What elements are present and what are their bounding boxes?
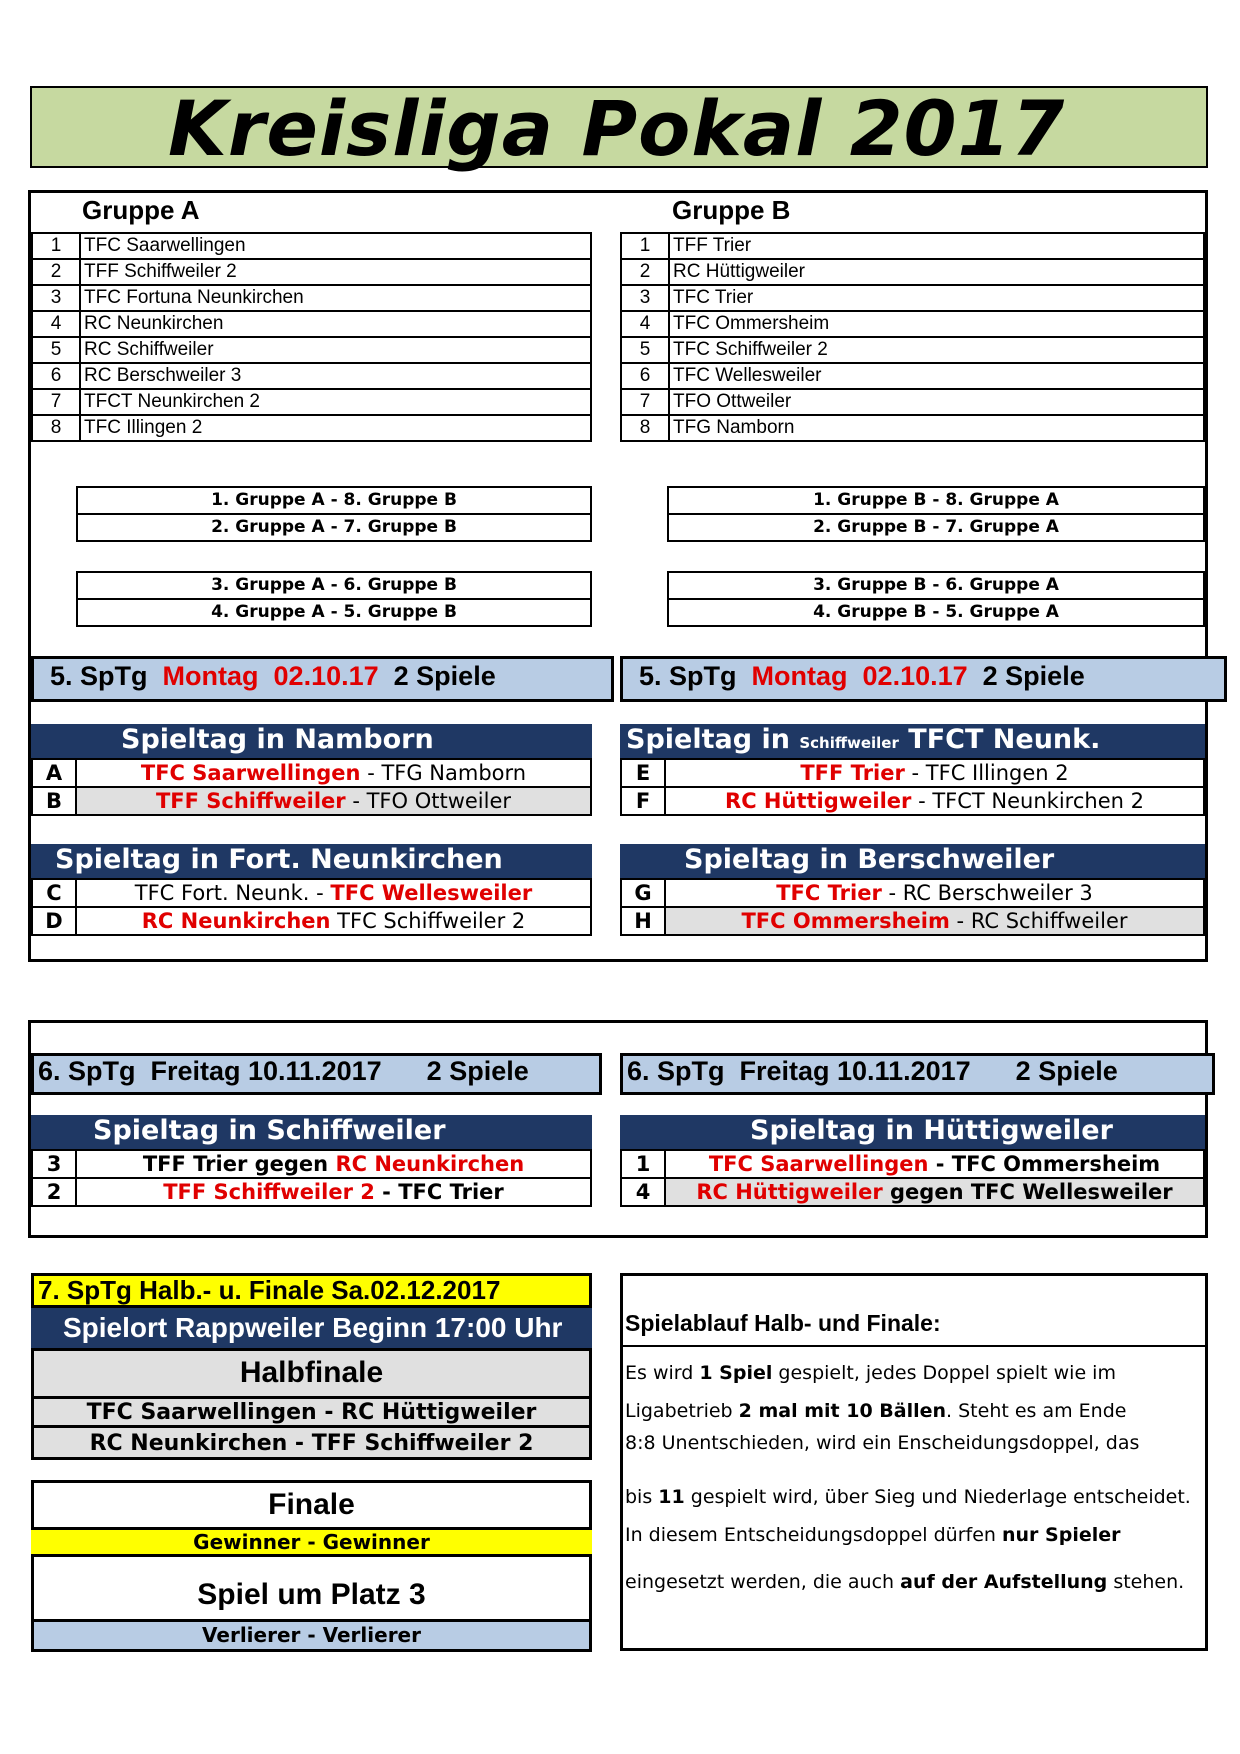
spieltag7-header bbox=[31, 1273, 592, 1308]
group-a-table bbox=[31, 232, 592, 442]
match bbox=[76, 1150, 591, 1178]
spieltag-date: 02.10.17 bbox=[862, 661, 968, 691]
team-name: RC Hüttigweiler bbox=[669, 259, 1204, 285]
match-table-huettigweiler bbox=[620, 1149, 1205, 1207]
team-row bbox=[32, 311, 591, 337]
rules-text: bis bbox=[625, 1486, 659, 1508]
match-letter: E bbox=[621, 759, 665, 787]
match-table-schiffweiler bbox=[31, 1149, 592, 1207]
match-number: 2 bbox=[32, 1178, 76, 1206]
pairing: 3. Gruppe B - 6. Gruppe A bbox=[668, 572, 1204, 599]
rules-line: 8:8 Unentschieden, wird ein Enscheidungsdoppel, das bbox=[625, 1432, 1140, 1454]
group-b-table bbox=[620, 232, 1205, 442]
title-banner bbox=[30, 84, 1208, 173]
group-b-heading: Gruppe B bbox=[672, 195, 791, 225]
match-sep: - bbox=[904, 761, 926, 785]
rules-line bbox=[625, 1524, 1121, 1546]
match bbox=[665, 1150, 1204, 1178]
pairing: 1. Gruppe A - 8. Gruppe B bbox=[77, 487, 591, 514]
venue-heading-text: Spieltag in Schiffweiler bbox=[93, 1115, 446, 1146]
spieltag-date: 02.10.17 bbox=[273, 661, 379, 691]
spieltag6-bar-right: 6. SpTg Freitag 10.11.2017 2 Spiele bbox=[620, 1053, 1215, 1095]
match-home: TFF Trier bbox=[800, 761, 905, 785]
pairings-a-2 bbox=[76, 571, 592, 627]
rules-heading: Spielablauf Halb- und Finale: bbox=[625, 1310, 941, 1336]
match-letter: H bbox=[621, 907, 665, 935]
match bbox=[76, 759, 591, 787]
team-name: TFO Ottweiler bbox=[669, 389, 1204, 415]
venue-text: Spielort Rappweiler Beginn 17:00 Uhr bbox=[63, 1312, 563, 1343]
pairings-b-1 bbox=[667, 486, 1205, 542]
match-table-berschweiler bbox=[620, 878, 1205, 936]
team-row bbox=[621, 337, 1204, 363]
rules-emph: auf der Aufstellung bbox=[900, 1571, 1108, 1593]
rules-text: Es wird bbox=[625, 1362, 700, 1384]
team-name: TFC Wellesweiler bbox=[669, 363, 1204, 389]
team-rank: 8 bbox=[32, 415, 80, 441]
match bbox=[665, 1178, 1204, 1206]
spieltag6-bar-left: 6. SpTg Freitag 10.11.2017 2 Spiele bbox=[31, 1053, 602, 1095]
team-rank: 2 bbox=[621, 259, 669, 285]
team-rank: 4 bbox=[621, 311, 669, 337]
match-away: TFG Namborn bbox=[381, 761, 527, 785]
team-row bbox=[32, 389, 591, 415]
spieltag-games: 2 Spiele bbox=[982, 661, 1085, 691]
final-pair: Gewinner - Gewinner bbox=[31, 1527, 592, 1557]
team-row bbox=[32, 363, 591, 389]
team-row bbox=[621, 363, 1204, 389]
group-a-heading: Gruppe A bbox=[82, 195, 200, 225]
venue-heading-huettigweiler bbox=[620, 1115, 1205, 1149]
team-row bbox=[621, 311, 1204, 337]
match-letter: A bbox=[32, 759, 76, 787]
team-name: TFF Schiffweiler 2 bbox=[80, 259, 591, 285]
match-table-namborn bbox=[31, 758, 592, 816]
spieltag-day: Montag bbox=[751, 661, 848, 691]
team-rank: 8 bbox=[621, 415, 669, 441]
match-letter: D bbox=[32, 907, 76, 935]
team-rank: 5 bbox=[32, 337, 80, 363]
team-name: TFCT Neunkirchen 2 bbox=[80, 389, 591, 415]
match-home: RC Hüttigweiler bbox=[725, 789, 912, 813]
venue-heading-text: Spieltag in Berschweiler bbox=[684, 844, 1055, 875]
team-row bbox=[32, 233, 591, 259]
venue-heading-text: Spieltag in bbox=[626, 724, 800, 755]
venue-heading-text: Spieltag in Namborn bbox=[121, 724, 434, 755]
team-rank: 4 bbox=[32, 311, 80, 337]
venue-heading-text: Spieltag in Fort. Neunkirchen bbox=[55, 844, 503, 875]
match-part: - TFC Trier bbox=[374, 1180, 504, 1204]
rules-emph: 2 mal mit 10 Bällen bbox=[738, 1400, 947, 1422]
third-place-pair: Verlierer - Verlierer bbox=[31, 1619, 592, 1652]
rules-emph: nur Spieler bbox=[1002, 1524, 1121, 1546]
match-home: TFC Ommersheim bbox=[741, 909, 950, 933]
team-name: TFC Trier bbox=[669, 285, 1204, 311]
match bbox=[76, 879, 591, 907]
team-rank: 3 bbox=[32, 285, 80, 311]
team-name: TFG Namborn bbox=[669, 415, 1204, 441]
match-part: - TFC Ommersheim bbox=[928, 1152, 1161, 1176]
match-sep: - bbox=[360, 761, 382, 785]
rules-text: stehen. bbox=[1107, 1571, 1185, 1593]
rules-text: gespielt, jedes Doppel spielt wie im bbox=[772, 1362, 1116, 1384]
match-away: TFC Illingen 2 bbox=[925, 761, 1069, 785]
rules-text: . Steht es am Ende bbox=[946, 1400, 1127, 1422]
match-letter: G bbox=[621, 879, 665, 907]
match-home: TFC Trier bbox=[776, 881, 882, 905]
team-rank: 7 bbox=[32, 389, 80, 415]
spieltag7-header-text: 7. SpTg Halb.- u. Finale Sa.02.12.2017 bbox=[38, 1275, 501, 1305]
team-rank: 1 bbox=[621, 233, 669, 259]
team-row bbox=[621, 389, 1204, 415]
match bbox=[76, 907, 591, 935]
venue-heading-namborn bbox=[31, 724, 592, 758]
match-away: RC Berschweiler 3 bbox=[902, 881, 1093, 905]
rules-divider bbox=[620, 1345, 1208, 1347]
match-winner: TFC Wellesweiler bbox=[330, 881, 533, 905]
rules-line bbox=[625, 1362, 1116, 1384]
pairing: 4. Gruppe B - 5. Gruppe A bbox=[668, 599, 1204, 626]
pairing: 3. Gruppe A - 6. Gruppe B bbox=[77, 572, 591, 599]
venue-heading-tfct bbox=[620, 724, 1205, 758]
team-row bbox=[32, 259, 591, 285]
match-sep: - bbox=[881, 881, 903, 905]
spieltag-day: Montag bbox=[162, 661, 259, 691]
team-rank: 3 bbox=[621, 285, 669, 311]
team-name: TFC Ommersheim bbox=[669, 311, 1204, 337]
team-row bbox=[621, 233, 1204, 259]
final-heading: Finale bbox=[268, 1488, 355, 1521]
team-name: TFC Schiffweiler 2 bbox=[669, 337, 1204, 363]
rules-text: eingesetzt werden, die auch bbox=[625, 1571, 901, 1593]
team-row bbox=[621, 285, 1204, 311]
match-table-fortuna bbox=[31, 878, 592, 936]
match-letter: C bbox=[32, 879, 76, 907]
match-table-tfct bbox=[620, 758, 1205, 816]
match-letter: B bbox=[32, 787, 76, 815]
team-rank: 7 bbox=[621, 389, 669, 415]
spieltag-label: 5. SpTg bbox=[639, 661, 737, 691]
team-rank: 6 bbox=[32, 363, 80, 389]
match-number: 4 bbox=[621, 1178, 665, 1206]
rules-line bbox=[625, 1400, 1126, 1422]
team-rank: 6 bbox=[621, 363, 669, 389]
pairings-a-1 bbox=[76, 486, 592, 542]
page-title: Kreisliga Pokal 2017 bbox=[168, 84, 1066, 173]
rules-text: gespielt wird, über Sieg und Niederlage entscheidet. bbox=[684, 1486, 1191, 1508]
team-name: RC Berschweiler 3 bbox=[80, 363, 591, 389]
match-home: TFF Schiffweiler bbox=[155, 789, 346, 813]
pairings-b-2 bbox=[667, 571, 1205, 627]
team-rank: 2 bbox=[32, 259, 80, 285]
match bbox=[76, 1178, 591, 1206]
match bbox=[665, 879, 1204, 907]
venue-heading-schiffweiler bbox=[31, 1115, 592, 1149]
spieltag5-bar-left bbox=[31, 656, 614, 702]
spieltag5-bar-right bbox=[620, 656, 1227, 702]
rules-line bbox=[625, 1571, 1184, 1593]
pairing: 1. Gruppe B - 8. Gruppe A bbox=[668, 487, 1204, 514]
team-row bbox=[621, 415, 1204, 441]
match-away: TFO Ottweiler bbox=[366, 789, 512, 813]
venue-heading-small: Schiffweiler bbox=[799, 734, 899, 752]
pairing: 2. Gruppe B - 7. Gruppe A bbox=[668, 514, 1204, 541]
match-away: RC Schiffweiler bbox=[970, 909, 1128, 933]
pairing: 4. Gruppe A - 5. Gruppe B bbox=[77, 599, 591, 626]
team-name: RC Schiffweiler bbox=[80, 337, 591, 363]
semifinal-heading: Halbfinale bbox=[239, 1356, 384, 1389]
team-name: TFC Illingen 2 bbox=[80, 415, 591, 441]
match-sep: - bbox=[949, 909, 971, 933]
match-highlight: TFF Schiffweiler 2 bbox=[163, 1180, 375, 1204]
team-row bbox=[32, 285, 591, 311]
match-highlight: RC Hüttigweiler bbox=[696, 1180, 883, 1204]
match-number: 1 bbox=[621, 1150, 665, 1178]
venue-banner bbox=[31, 1308, 592, 1348]
team-rank: 1 bbox=[32, 233, 80, 259]
venue-heading-text: Spieltag in Hüttigweiler bbox=[750, 1115, 1113, 1146]
match-home: TFC Fort. Neunk. - bbox=[134, 881, 331, 905]
match-part: gegen TFC Wellesweiler bbox=[882, 1180, 1173, 1204]
rules-text: In diesem Entscheidungsdoppel dürfen bbox=[625, 1524, 1002, 1546]
spieltag-label: 5. SpTg bbox=[50, 661, 148, 691]
venue-heading-text: TFCT Neunk. bbox=[898, 724, 1101, 755]
match-letter: F bbox=[621, 787, 665, 815]
venue-heading-fortuna bbox=[31, 844, 592, 878]
match-home: TFC Saarwellingen bbox=[140, 761, 361, 785]
semifinal-match-1: TFC Saarwellingen - RC Hüttigweiler bbox=[31, 1396, 592, 1428]
match-number: 3 bbox=[32, 1150, 76, 1178]
team-row bbox=[621, 259, 1204, 285]
match bbox=[665, 787, 1204, 815]
match-winner: RC Neunkirchen bbox=[141, 909, 331, 933]
match-away: TFCT Neunkirchen 2 bbox=[932, 789, 1144, 813]
match bbox=[76, 787, 591, 815]
match-highlight: TFC Saarwellingen bbox=[708, 1152, 929, 1176]
team-name: RC Neunkirchen bbox=[80, 311, 591, 337]
match-away: TFC Schiffweiler 2 bbox=[330, 909, 526, 933]
rules-emph: 11 bbox=[658, 1486, 685, 1508]
rules-emph: 1 Spiel bbox=[699, 1362, 773, 1384]
semifinal-match-2: RC Neunkirchen - TFF Schiffweiler 2 bbox=[89, 1431, 534, 1456]
match bbox=[665, 907, 1204, 935]
spieltag-games: 2 Spiele bbox=[393, 661, 496, 691]
team-name: TFC Fortuna Neunkirchen bbox=[80, 285, 591, 311]
team-name: TFC Saarwellingen bbox=[80, 233, 591, 259]
team-rank: 5 bbox=[621, 337, 669, 363]
rules-text: Ligabetrieb bbox=[625, 1400, 739, 1422]
team-name: TFF Trier bbox=[669, 233, 1204, 259]
match-sep: - bbox=[911, 789, 933, 813]
third-place-heading: Spiel um Platz 3 bbox=[197, 1578, 426, 1611]
match bbox=[665, 759, 1204, 787]
match-highlight: RC Neunkirchen bbox=[335, 1152, 525, 1176]
venue-heading-berschweiler bbox=[620, 844, 1205, 878]
team-row bbox=[32, 337, 591, 363]
match-part: TFF Trier gegen bbox=[142, 1152, 336, 1176]
match-sep: - bbox=[345, 789, 367, 813]
pairing: 2. Gruppe A - 7. Gruppe B bbox=[77, 514, 591, 541]
rules-line bbox=[625, 1486, 1191, 1508]
team-row bbox=[32, 415, 591, 441]
